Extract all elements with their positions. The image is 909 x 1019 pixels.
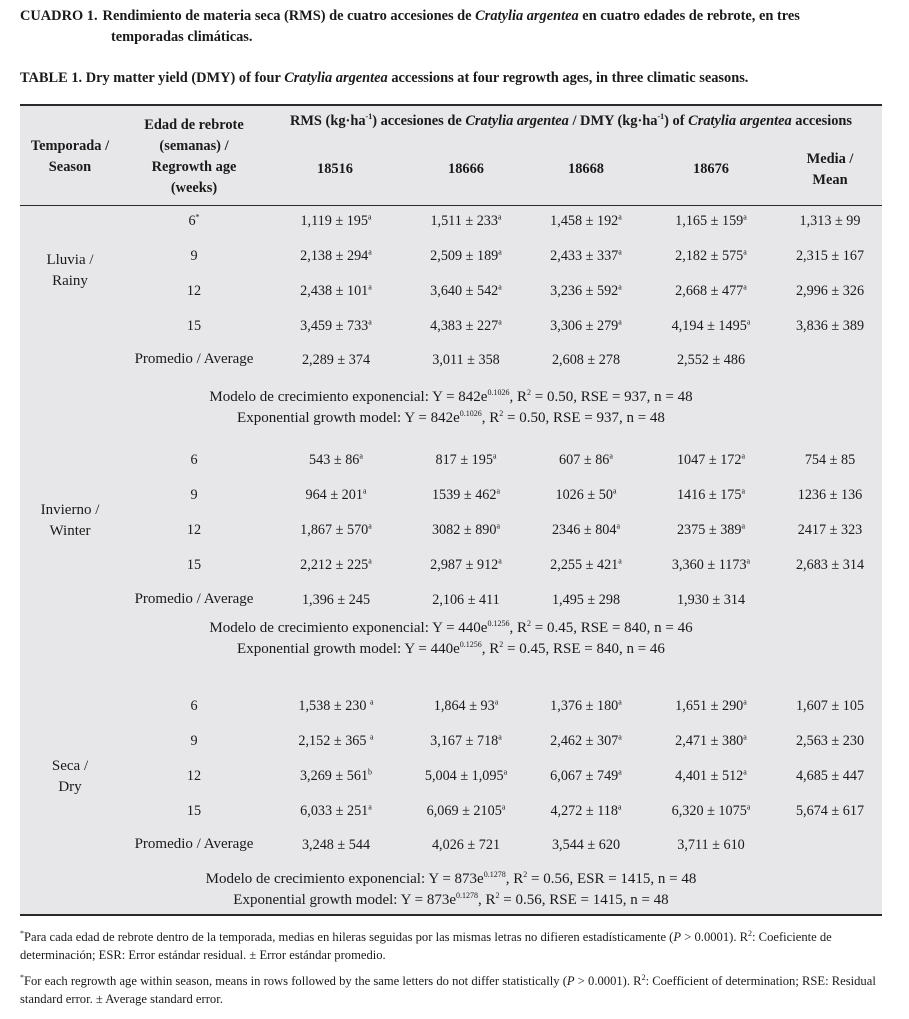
average-value-cell: 4,026 ± 721: [431, 837, 501, 853]
accession-value-cell: $1026 \pm 50^a$: [555, 486, 617, 503]
season-label: [20, 500, 120, 542]
regrowth-age-cell: 15: [186, 557, 202, 573]
header-acc-18516: 18516: [317, 161, 353, 177]
model-english: Exponential growth model: $Y = 842e^{0.1026}$, $R^2 = 0.50$, RSE = 937, n = 48: [237, 409, 665, 426]
accession-value-cell: $1047 \pm 172^a$: [676, 451, 746, 468]
header-season-line2: Season: [48, 159, 92, 175]
accession-value-cell: $4,383 \pm 227^a$: [430, 317, 502, 334]
regrowth-age-cell: 12: [186, 522, 202, 538]
accession-value-cell: $2,182 \pm 575^a$: [675, 247, 747, 264]
caption-species: Cratylia argentea: [475, 8, 579, 24]
accession-value-cell: $1,864 \pm 93^a$: [433, 697, 499, 714]
accession-value-cell: 2,152 ± 365 $^a$: [298, 732, 374, 749]
mean-value-cell: 3,836 ± 389: [795, 318, 865, 334]
average-value-cell: 2,552 ± 486: [676, 352, 746, 368]
regrowth-age-cell: 12: [186, 283, 202, 299]
accession-value-cell: $3,306 \pm 279^a$: [550, 317, 622, 334]
accession-value-cell: $6,067 \pm 749^a$: [550, 767, 622, 784]
average-value-cell: 3,711 ± 610: [677, 837, 745, 853]
accession-value-cell: $6,320 \pm 1075^a$: [671, 802, 751, 819]
caption-english: [20, 68, 883, 89]
accession-value-cell: $2375 \pm 389^a$: [676, 521, 746, 538]
header-mean: [778, 149, 882, 191]
header-season-line1: Temporada /: [30, 138, 110, 154]
caption-spanish: [20, 6, 883, 48]
mean-value-cell: 2,996 ± 326: [795, 283, 865, 299]
span-text-b: ) accesiones de: [372, 113, 466, 129]
regrowth-age-cell: 9: [190, 487, 198, 503]
accession-value-cell: $1,511 \pm 233^a$: [430, 212, 502, 229]
span-sup-1: -1: [365, 112, 373, 122]
regrowth-age-cell: 12: [186, 768, 202, 784]
season-label-line1: Lluvia /: [46, 252, 94, 268]
accession-value-cell: $2,255 \pm 421^a$: [550, 556, 622, 573]
regrowth-age-cell: 15: [186, 318, 202, 334]
header-spanning-title: [260, 111, 882, 132]
accession-value-cell: $4,272 \pm 118^a$: [550, 802, 622, 819]
model-english: Exponential growth model: $Y = 873e^{0.1278}$, $R^2 = 0.56$, RSE = 1415, n = 48: [233, 891, 669, 908]
accession-value-cell: $6,033 \pm 251^a$: [300, 802, 372, 819]
accession-value-cell: $2346 \pm 804^a$: [551, 521, 621, 538]
model-spanish: Modelo de crecimiento exponencial: $Y = 873e^{0.1278}$, $R^2 = 0.56$, ESR = 1415, n = 48: [205, 870, 697, 887]
caption-en-text-2: accessions at four regrowth ages, in three climatic seasons.: [387, 70, 749, 86]
accession-value-cell: $2,138 \pm 294^a$: [300, 247, 372, 264]
accession-value-cell: $2,433 \pm 337^a$: [550, 247, 622, 264]
header-acc-18666: 18666: [448, 161, 484, 177]
regrowth-age-cell: 6: [190, 452, 198, 468]
header-age-line2: (semanas) /: [159, 138, 229, 154]
span-sup-2: -1: [657, 112, 665, 122]
mean-value-cell: 1236 ± 136: [797, 487, 863, 503]
average-label: Promedio / Average: [134, 836, 254, 852]
mean-value-cell: 1,607 ± 105: [795, 698, 865, 714]
caption-en-text-1: TABLE 1. Dry matter yield (DMY) of four: [20, 70, 285, 86]
caption-text-3: temporadas climáticas.: [111, 29, 253, 45]
accession-value-cell: $4,194 \pm 1495^a$: [671, 317, 751, 334]
span-text-e: accesions: [791, 113, 853, 129]
mean-value-cell: 5,674 ± 617: [795, 803, 865, 819]
average-value-cell: 3,544 ± 620: [551, 837, 621, 853]
model-spanish: Modelo de crecimiento exponencial: $Y = 440e^{0.1256}$, $R^2 = 0.45$, RSE = 840, n = 46: [209, 619, 693, 636]
caption-text-1: Rendimiento de materia seca (RMS) de cuatro accesiones de: [102, 8, 476, 24]
accession-value-cell: $3,360 \pm 1173^a$: [671, 556, 751, 573]
header-age-line3: Regrowth age: [151, 159, 237, 175]
season-label-line1: Invierno /: [40, 502, 100, 518]
mean-value-cell: 2,315 ± 167: [795, 248, 865, 264]
caption-text-2: en cuatro edades de rebrote, en tres: [578, 8, 800, 24]
average-value-cell: 3,248 ± 544: [301, 837, 371, 853]
accession-value-cell: 1,538 ± 230 $^a$: [298, 697, 374, 714]
accession-value-cell: $1,165 \pm 159^a$: [675, 212, 747, 229]
model-spanish: Modelo de crecimiento exponencial: $Y = 842e^{0.1026}$, $R^2 = 0.50$, RSE = 937, n = 48: [209, 388, 693, 405]
caption-en-species: Cratylia argentea: [284, 70, 388, 86]
accession-value-cell: $1,119 \pm 195^a$: [300, 212, 372, 229]
header-age-line4: (weeks): [170, 180, 218, 196]
mean-value-cell: 2,563 ± 230: [795, 733, 865, 749]
average-value-cell: 2,106 ± 411: [432, 592, 500, 608]
accession-value-cell: 5,004 ± 1,095$^a$: [424, 767, 508, 784]
season-label-line2: Dry: [58, 779, 82, 795]
average-value-cell: 2,608 ± 278: [551, 352, 621, 368]
regrowth-age-cell: 9: [190, 248, 198, 264]
regrowth-age-cell: 15: [186, 803, 202, 819]
caption-label: CUADRO 1.: [20, 8, 98, 24]
accession-value-cell: $2,509 \pm 189^a$: [430, 247, 502, 264]
season-label-line2: Winter: [49, 523, 91, 539]
mean-value-cell: 2417 ± 323: [797, 522, 863, 538]
accession-value-cell: $3082 \pm 890^a$: [431, 521, 501, 538]
average-label: Promedio / Average: [134, 351, 254, 367]
accession-value-cell: $2,462 \pm 307^a$: [550, 732, 622, 749]
model-english: Exponential growth model: $Y = 440e^{0.1256}$, $R^2 = 0.45$, RSE = 840, n = 46: [237, 640, 665, 657]
average-label: Promedio / Average: [134, 591, 254, 607]
footnote-english: *For each regrowth age within season, means in rows followed by the same letters do not differ statistically (P > 0.0001). $R^2$: Coefficient of determination; RSE: Residual standard error. ± Average standard error.: [20, 972, 876, 1006]
accession-value-cell: $3,269 \pm 561^b$: [299, 767, 373, 784]
season-label: [20, 756, 120, 798]
footnote-spanish: *Para cada edad de rebrote dentro de la temporada, medias en hileras seguidas por las mismas letras no difieren estadísticamente (P > 0.0001). $R^2$: Coeficiente de determinación; ESR: Error estándar residual. ± Error estándar promedio.: [20, 928, 832, 962]
accession-value-cell: $3,236 \pm 592^a$: [550, 282, 622, 299]
span-text-d: ) of: [664, 113, 689, 129]
regrowth-age-cell: 6*: [188, 212, 200, 229]
span-species-2: Cratylia argentea: [688, 113, 792, 129]
header-season: [20, 136, 120, 178]
accession-value-cell: $2,212 \pm 225^a$: [300, 556, 372, 573]
mean-value-cell: 4,685 ± 447: [795, 768, 865, 784]
accession-value-cell: $2,987 \pm 912^a$: [430, 556, 502, 573]
header-divider: [20, 205, 882, 206]
accession-value-cell: $6,069 \pm 2105^a$: [426, 802, 506, 819]
regrowth-age-cell: 9: [190, 733, 198, 749]
header-acc-18668: 18668: [568, 161, 604, 177]
accession-value-cell: $4,401 \pm 512^a$: [675, 767, 747, 784]
header-mean-line2: Mean: [812, 172, 848, 188]
accession-value-cell: $964 \pm 201^a$: [305, 486, 367, 503]
header-age-line1: Edad de rebrote: [144, 117, 244, 133]
season-label-line2: Rainy: [52, 273, 88, 289]
span-species-1: Cratylia argentea: [465, 113, 569, 129]
accession-value-cell: $607 \pm 86^a$: [559, 451, 613, 468]
season-label: [20, 250, 120, 292]
accession-value-cell: $1,458 \pm 192^a$: [550, 212, 622, 229]
header-acc-18676: 18676: [693, 161, 729, 177]
accession-value-cell: $2,668 \pm 477^a$: [675, 282, 747, 299]
header-mean-line1: Media /: [806, 151, 854, 167]
data-table: [20, 104, 882, 916]
average-value-cell: 1,495 ± 298: [551, 592, 621, 608]
regrowth-age-cell: 6: [190, 698, 198, 714]
accession-value-cell: $3,167 \pm 718^a$: [430, 732, 502, 749]
mean-value-cell: 754 ± 85: [804, 452, 856, 468]
span-text-c: / DMY (kg·ha: [568, 113, 658, 129]
mean-value-cell: 1,313 ± 99: [799, 213, 861, 229]
accession-value-cell: $3,640 \pm 542^a$: [430, 282, 502, 299]
accession-value-cell: $1539 \pm 462^a$: [431, 486, 501, 503]
average-value-cell: 1,930 ± 314: [676, 592, 746, 608]
header-age: [128, 115, 260, 199]
average-value-cell: 2,289 ± 374: [301, 352, 371, 368]
accession-value-cell: $1,867 \pm 570^a$: [300, 521, 372, 538]
accession-value-cell: $817 \pm 195^a$: [435, 451, 497, 468]
accession-value-cell: $3,459 \pm 733^a$: [300, 317, 372, 334]
average-value-cell: 3,011 ± 358: [432, 352, 500, 368]
accession-value-cell: $1,651 \pm 290^a$: [675, 697, 747, 714]
accession-value-cell: $2,438 \pm 101^a$: [300, 282, 372, 299]
accession-value-cell: $1416 \pm 175^a$: [676, 486, 746, 503]
accession-value-cell: $1,376 \pm 180^a$: [550, 697, 622, 714]
average-value-cell: 1,396 ± 245: [301, 592, 371, 608]
accession-value-cell: $543 \pm 86^a$: [309, 451, 363, 468]
season-label-line1: Seca /: [51, 758, 89, 774]
mean-value-cell: 2,683 ± 314: [795, 557, 865, 573]
accession-value-cell: $2,471 \pm 380^a$: [675, 732, 747, 749]
span-text-a: RMS (kg·ha: [289, 113, 366, 129]
